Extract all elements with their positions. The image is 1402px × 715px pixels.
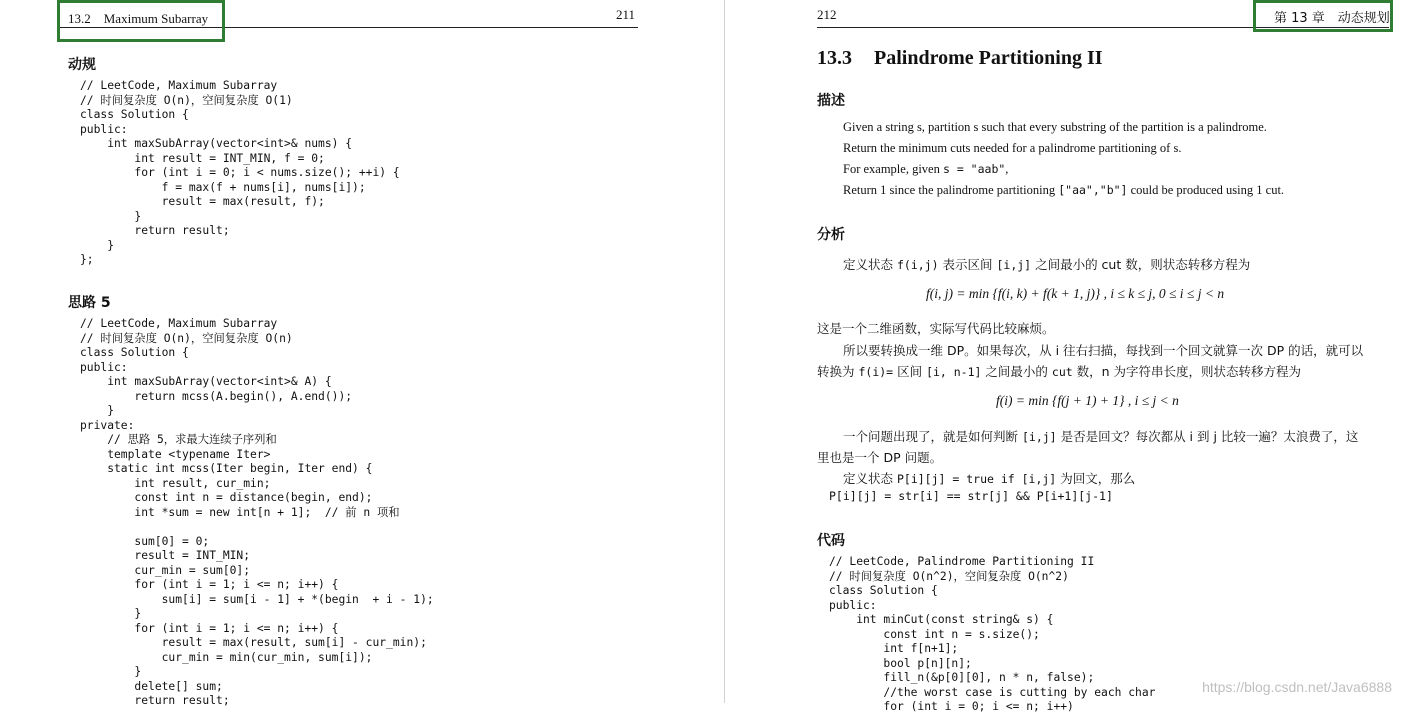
- code-idea5-line: delete[] sum;: [80, 679, 223, 693]
- analysis-p5-text-b: 为回文，那么: [1056, 471, 1136, 486]
- analysis-paragraph-1: [843, 255, 1250, 273]
- desc-line-4-suffix: could be produced using 1 cut.: [1127, 183, 1285, 197]
- code-dp-line: }: [80, 238, 115, 252]
- code-idea5-line: // 思路 5，求最大连续子序列和: [80, 433, 277, 446]
- desc-line-3-prefix: For example, given: [843, 162, 943, 176]
- desc-line-3: [843, 162, 1008, 177]
- section-title: [817, 47, 1103, 70]
- analysis-p5-code: P[i][j] = true if [i,j]: [896, 472, 1057, 486]
- code-solution-line: int f[n+1];: [829, 642, 959, 655]
- left-header-section: 13.2 Maximum Subarray: [68, 11, 209, 26]
- right-page: [728, 0, 1402, 713]
- page-divider: [724, 0, 725, 703]
- code-dp-line: public:: [80, 122, 128, 136]
- code-dp-line: class Solution {: [80, 108, 189, 121]
- analysis-paragraph-4-line-2: 里也是一个 DP 问题。: [817, 450, 943, 465]
- watermark-text: https://blog.csdn.net/Java6888: [1202, 679, 1392, 695]
- left-page: [0, 0, 700, 707]
- code-idea5-line: for (int i = 1; i <= n; i++) {: [80, 621, 339, 635]
- code-dp-line: }: [80, 209, 142, 223]
- code-idea5-line: private:: [80, 418, 135, 432]
- code-solution-line: class Solution {: [829, 584, 938, 597]
- analysis-paragraph-3-line-1: 所以要转换成一维 DP。如果每次，从 i 往右扫描，每找到一个回文就算一次 DP 的话，就可以: [843, 343, 1364, 358]
- code-idea5-line: sum[0] = 0;: [80, 534, 210, 548]
- code-idea5-line: result = max(result, sum[i] - cur_min);: [80, 636, 427, 649]
- code-block-solution: [829, 555, 1155, 715]
- analysis-p3-text-c: 之间最小的: [981, 364, 1052, 379]
- code-idea5-line: }: [80, 404, 115, 417]
- heading-idea5: 思路 5: [68, 295, 111, 311]
- analysis-paragraph-3-line-2: [817, 362, 1301, 380]
- desc-line-3-code: s = "aab": [942, 162, 1006, 176]
- code-idea5-line: }: [80, 607, 142, 620]
- code-dp-line: // 时间复杂度 O(n)，空间复杂度 O(1): [80, 93, 293, 107]
- code-dp-line: for (int i = 0; i < nums.size(); ++i) {: [80, 166, 400, 179]
- code-idea5-line: public:: [80, 360, 128, 374]
- code-idea5-line: // LeetCode, Maximum Subarray: [80, 317, 278, 330]
- desc-line-4: [843, 183, 1284, 198]
- code-solution-line: fill_n(&p[0][0], n * n, false);: [829, 671, 1095, 684]
- analysis-p3-code-2: [i, n-1]: [926, 365, 982, 379]
- analysis-p3-text-d: 数，n 为字符串长度，则状态转移方程为: [1072, 364, 1302, 379]
- code-idea5-line: [80, 520, 434, 535]
- formula-1d: f(i) = min {f(j + 1) + 1} , i ≤ j < n: [996, 393, 1179, 408]
- desc-line-1: Given a string s, partition s such that every substring of the partition is a palindrome.: [843, 120, 1267, 134]
- analysis-p3-text-b: 区间: [893, 364, 927, 379]
- code-idea5-line: }: [80, 665, 142, 678]
- desc-line-2: Return the minimum cuts needed for a palindrome partitioning of s.: [843, 141, 1182, 155]
- code-idea5-line: const int n = distance(begin, end);: [80, 491, 373, 504]
- code-solution-line: for (int i = 0; i <= n; i++): [829, 700, 1074, 713]
- code-idea5-line: cur_min = sum[0];: [80, 563, 251, 577]
- code-dp-line: f = max(f + nums[i], nums[i]);: [80, 180, 366, 194]
- code-solution-line: int minCut(const string& s) {: [829, 613, 1054, 626]
- code-idea5-line: // 时间复杂度 O(n)，空间复杂度 O(n): [80, 331, 293, 345]
- code-dp-line: result = max(result, f);: [80, 195, 325, 208]
- analysis-p6-code: P[i][j] = str[i] == str[j] && P[i+1][j-1]: [829, 489, 1113, 503]
- right-page-number: 212: [817, 7, 837, 22]
- analysis-p4-text-b: 是否是回文？每次都从 i 到 j 比较一遍？太浪费了，这: [1056, 429, 1359, 444]
- analysis-p3-code-1: f(i)=: [858, 365, 894, 379]
- code-dp-line: int result = INT_MIN, f = 0;: [80, 151, 325, 165]
- code-solution-line: public:: [829, 598, 877, 612]
- code-block-dp: [80, 79, 400, 268]
- analysis-p1-text-c: 之间最小的 cut 数，则状态转移方程为: [1031, 257, 1251, 272]
- code-idea5-line: int result, cur_min;: [80, 476, 271, 490]
- code-solution-line: //the worst case is cutting by each char: [829, 685, 1156, 699]
- analysis-p4-text-a: 一个问题出现了，就是如何判断: [843, 429, 1022, 444]
- code-idea5-line: for (int i = 1; i <= n; i++) {: [80, 578, 339, 591]
- desc-line-3-suffix: ,: [1005, 162, 1009, 176]
- code-dp-line: };: [80, 253, 94, 266]
- code-solution-line: const int n = s.size();: [829, 627, 1040, 641]
- formula-2d: f(i, j) = min {f(i, k) + f(k + 1, j)} , i ≤ k ≤ j, 0 ≤ i ≤ j < n: [926, 286, 1225, 301]
- code-idea5-line: sum[i] = sum[i - 1] + *(begin + i - 1);: [80, 592, 434, 606]
- heading-code: 代码: [817, 533, 845, 549]
- heading-analysis: 分析: [817, 227, 845, 243]
- code-idea5-line: template <typename Iter>: [80, 447, 271, 461]
- analysis-p1-text-b: 表示区间: [938, 257, 997, 272]
- code-idea5-line: int *sum = new int[n + 1]; // 前 n 项和: [80, 505, 400, 519]
- analysis-p5-text-a: 定义状态: [843, 471, 897, 486]
- analysis-p4-code: [i,j]: [1021, 430, 1057, 444]
- analysis-paragraph-5: [843, 469, 1135, 487]
- code-idea5-line: class Solution {: [80, 346, 189, 359]
- section-title-text: Palindrome Partitioning II: [874, 47, 1103, 69]
- desc-line-4-prefix: Return 1 since the palindrome partitioning: [843, 183, 1059, 197]
- code-block-idea5: [80, 317, 434, 709]
- code-idea5-line: return result;: [80, 694, 230, 707]
- heading-dp: 动规: [68, 57, 96, 73]
- right-header-chapter: 第 13 章 动态规划: [1274, 11, 1390, 26]
- code-solution-line: // 时间复杂度 O(n^2)，空间复杂度 O(n^2): [829, 569, 1069, 583]
- heading-description: 描述: [817, 93, 845, 109]
- analysis-p3-text-a: 转换为: [817, 364, 859, 379]
- section-number: 13.3: [817, 47, 852, 69]
- code-solution-line: bool p[n][n];: [829, 656, 972, 670]
- desc-line-4-code: ["aa","b"]: [1058, 183, 1128, 197]
- analysis-p3-code-3: cut: [1051, 365, 1073, 379]
- code-dp-line: // LeetCode, Maximum Subarray: [80, 79, 278, 92]
- analysis-paragraph-2: 这是一个二维函数，实际写代码比较麻烦。: [817, 321, 1055, 336]
- code-idea5-line: return mcss(A.begin(), A.end());: [80, 389, 353, 403]
- left-page-number: 211: [616, 7, 636, 22]
- code-dp-line: int maxSubArray(vector<int>& nums) {: [80, 137, 353, 150]
- code-idea5-line: int maxSubArray(vector<int>& A) {: [80, 375, 332, 388]
- left-header-highlight-box: [57, 0, 225, 42]
- code-idea5-line: cur_min = min(cur_min, sum[i]);: [80, 650, 373, 664]
- code-solution-line: // LeetCode, Palindrome Partitioning II: [829, 555, 1095, 568]
- analysis-p1-code-1: f(i,j): [896, 258, 939, 272]
- analysis-paragraph-4-line-1: [843, 427, 1358, 445]
- analysis-p1-code-2: [i,j]: [996, 258, 1032, 272]
- analysis-paragraph-6: [829, 489, 1113, 504]
- right-header-highlight-box: [1253, 0, 1393, 32]
- code-idea5-line: static int mcss(Iter begin, Iter end) {: [80, 462, 373, 475]
- code-dp-line: return result;: [80, 224, 230, 237]
- code-idea5-line: result = INT_MIN;: [80, 549, 251, 562]
- analysis-p1-text-a: 定义状态: [843, 257, 897, 272]
